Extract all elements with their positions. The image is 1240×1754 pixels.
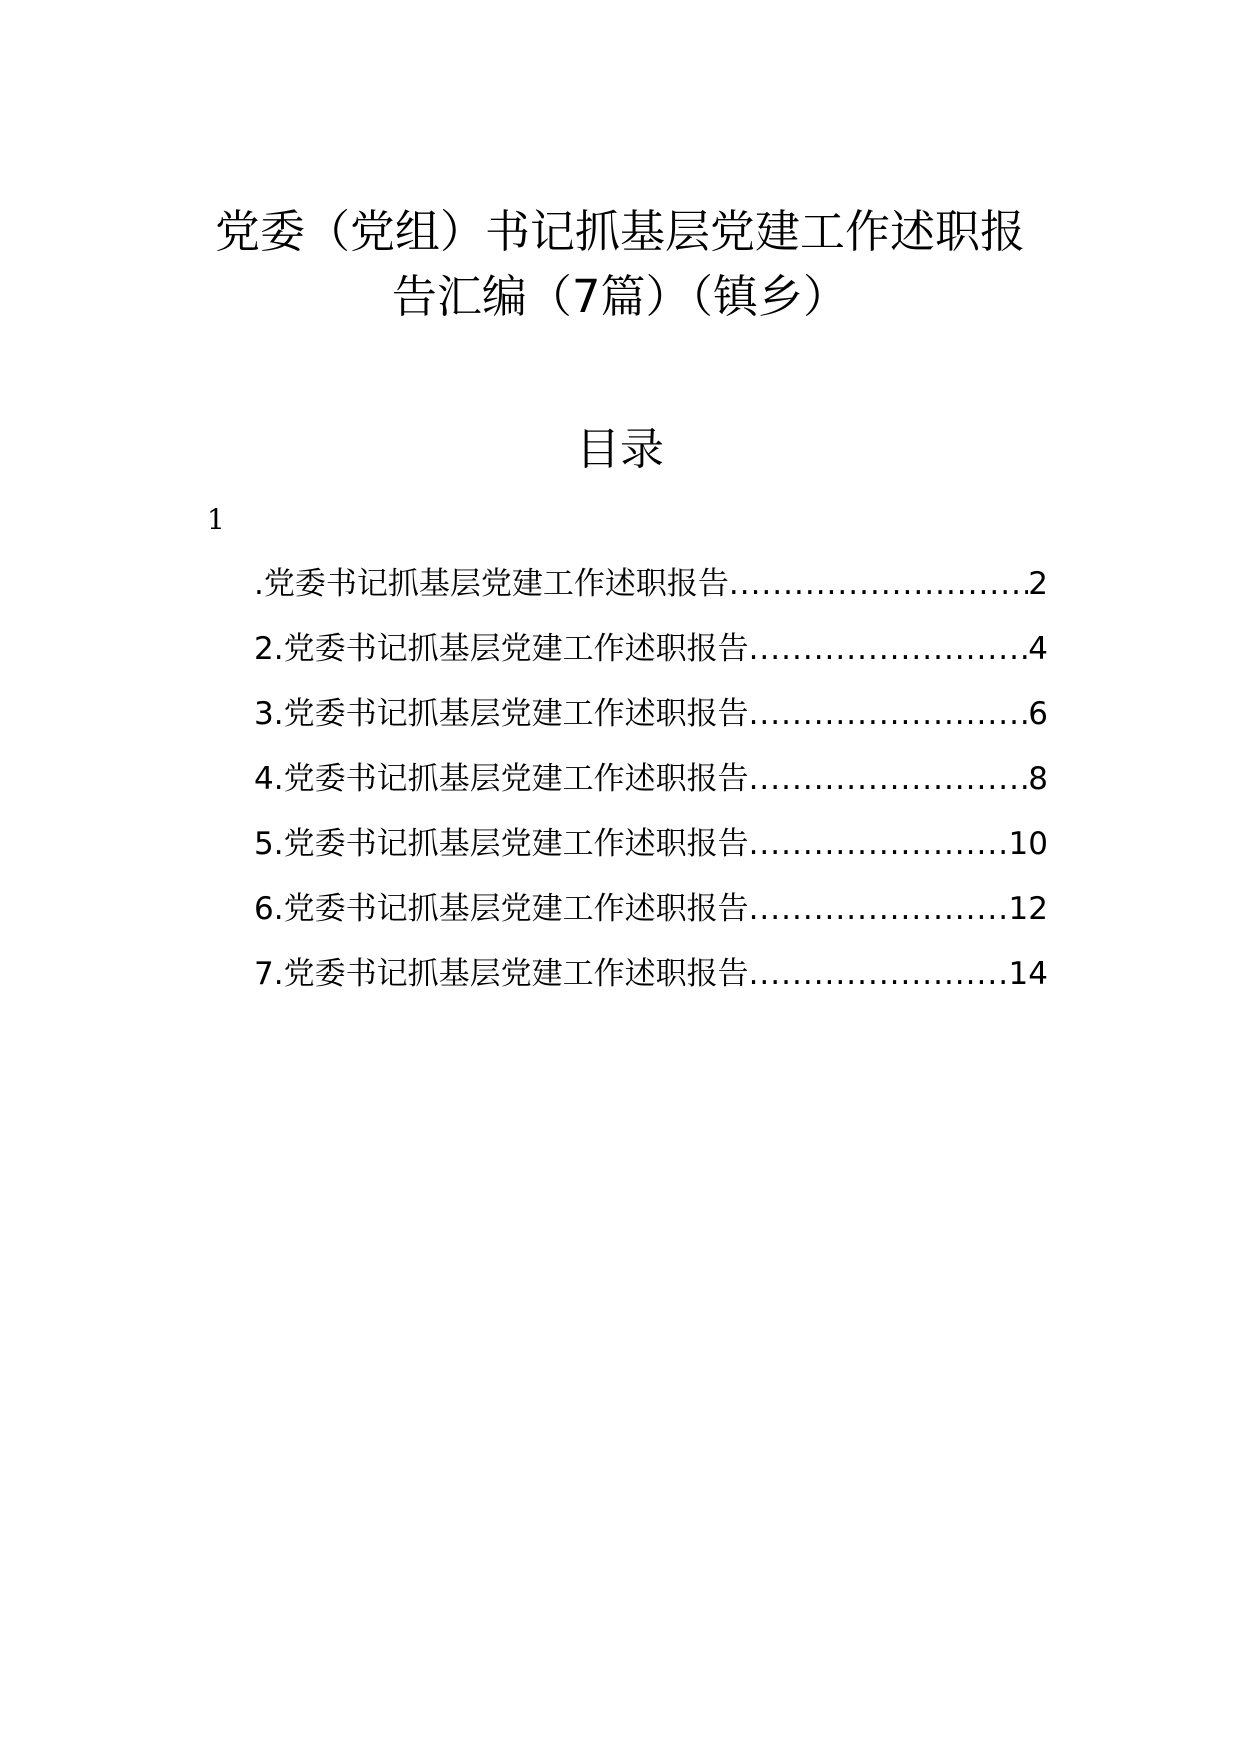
table-of-contents xyxy=(254,564,1048,1019)
toc-dot-leader xyxy=(749,694,1029,734)
toc-entry-label: 6.党委书记抓基层党建工作述职报告 xyxy=(254,891,749,927)
toc-entry-page: 10 xyxy=(1008,826,1048,862)
toc-stray-number: 1 xyxy=(207,503,225,536)
toc-entry-label: 4.党委书记抓基层党建工作述职报告 xyxy=(254,761,749,797)
toc-dot-leader xyxy=(749,629,1029,669)
toc-entry-label: .党委书记抓基层党建工作述职报告 xyxy=(254,566,729,602)
toc-dot-leader xyxy=(749,889,1009,929)
toc-entry-page: 4 xyxy=(1028,631,1048,667)
toc-entry[interactable] xyxy=(254,954,1048,1019)
toc-entry-label: 2.党委书记抓基层党建工作述职报告 xyxy=(254,631,749,667)
toc-entry-page: 6 xyxy=(1028,696,1048,732)
toc-entry[interactable] xyxy=(254,824,1048,889)
toc-entry-page: 2 xyxy=(1028,566,1048,602)
toc-entry-label: 7.党委书记抓基层党建工作述职报告 xyxy=(254,956,749,992)
toc-entry-label: 3.党委书记抓基层党建工作述职报告 xyxy=(254,696,749,732)
toc-dot-leader xyxy=(749,824,1009,864)
toc-entry[interactable] xyxy=(254,694,1048,759)
toc-entry[interactable] xyxy=(254,629,1048,694)
toc-entry-page: 12 xyxy=(1008,891,1048,927)
toc-dot-leader xyxy=(749,954,1009,994)
toc-entry[interactable] xyxy=(254,889,1048,954)
toc-entry[interactable] xyxy=(254,564,1048,629)
toc-dot-leader xyxy=(749,759,1029,799)
toc-dot-leader xyxy=(729,564,1028,604)
toc-entry[interactable] xyxy=(254,759,1048,824)
toc-entry-label: 5.党委书记抓基层党建工作述职报告 xyxy=(254,826,749,862)
toc-entry-page: 8 xyxy=(1028,761,1048,797)
toc-entry-page: 14 xyxy=(1008,956,1048,992)
document-title-line-1: 党委（党组）书记抓基层党建工作述职报 xyxy=(214,205,1025,258)
toc-heading: 目录 xyxy=(576,424,664,475)
document-title-line-2: 告汇编（7篇）（镇乡） xyxy=(391,270,849,323)
